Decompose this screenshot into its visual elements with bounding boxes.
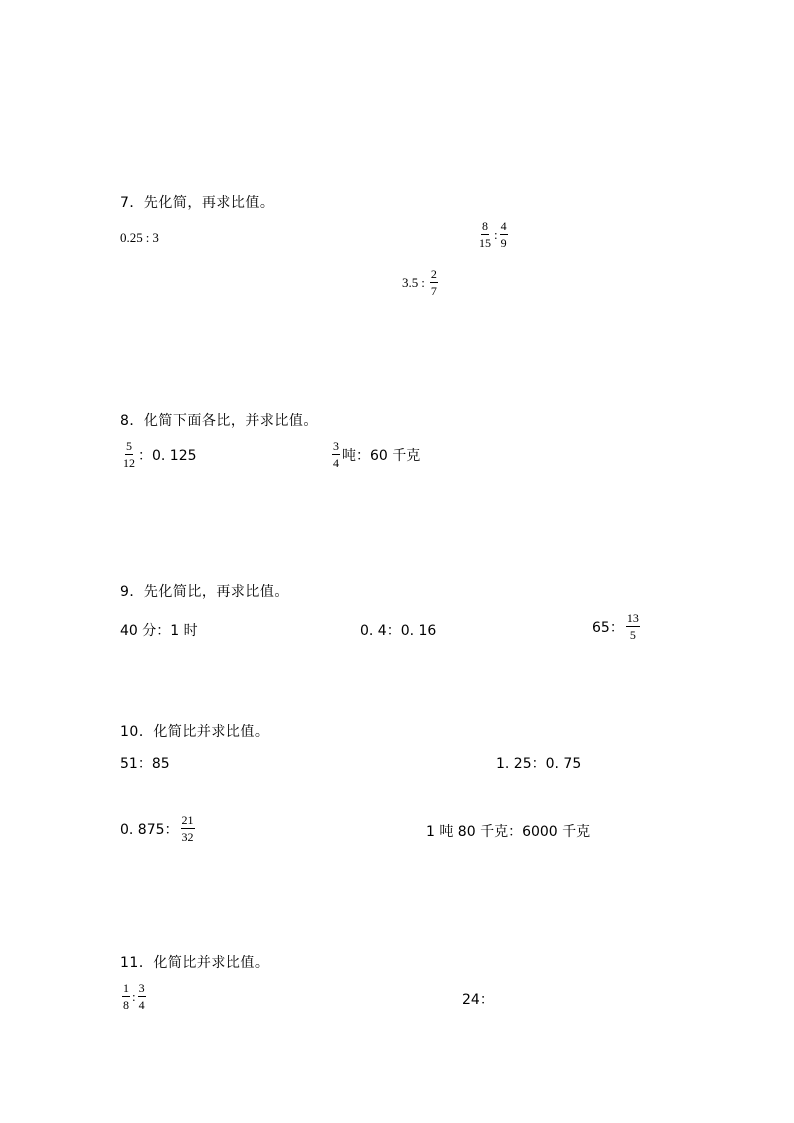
q10-item-c (120, 814, 197, 843)
q7-b-den2: 9 (500, 236, 507, 250)
q8-b-num: 3 (333, 439, 339, 453)
q8-a-rest: ：0. 125 (138, 447, 197, 464)
q10-c-fraction (181, 814, 195, 843)
q10-c-num: 21 (181, 813, 194, 827)
q8-item-a (120, 440, 197, 469)
q9-item-a: 40 分：1 时 (120, 623, 198, 639)
q8-b-fraction (332, 440, 340, 469)
q8-a-num: 5 (126, 439, 132, 453)
q11-item-a (120, 982, 148, 1011)
q10-item-a: 51：85 (120, 756, 170, 772)
q10-c-left: 0. 875： (120, 821, 179, 838)
q11-a-den1: 8 (123, 998, 129, 1012)
q11-a-sep: : (132, 988, 136, 1004)
q7-a-left: 0.25 (120, 230, 143, 245)
q7-item-b (476, 220, 510, 249)
q7-b-sep: : (494, 226, 498, 242)
q9-c-fraction (626, 612, 640, 641)
q11-item-b: 24： (462, 992, 494, 1008)
q10-item-b: 1. 25：0. 75 (496, 756, 582, 772)
q7-c-fraction (430, 268, 438, 297)
q11-a-num2: 3 (138, 981, 145, 995)
q7-c-num: 2 (430, 267, 437, 281)
q8-a-fraction (122, 440, 136, 469)
q8-a-den: 12 (123, 456, 135, 470)
q7-c-den: 7 (430, 284, 437, 298)
q8-item-b (330, 440, 420, 469)
question-8-title: 8．化简下面各比，并求比值。 (120, 413, 318, 429)
q9-c-left: 65： (592, 619, 624, 636)
q7-c-left: 3.5 (402, 274, 419, 290)
q7-b-fraction-1 (478, 220, 492, 249)
q9-item-b: 0. 4：0. 16 (360, 623, 437, 639)
q7-b-den1: 15 (479, 236, 491, 250)
q7-b-num1: 8 (482, 219, 488, 233)
question-11-title: 11．化简比并求比值。 (120, 955, 270, 971)
q8-b-rest: 吨：60 千克 (342, 447, 421, 464)
q7-item-a (120, 230, 159, 246)
q11-a-num1: 1 (123, 981, 129, 995)
q10-c-den: 32 (181, 830, 194, 844)
question-7-title: 7．先化简，再求比值。 (120, 195, 275, 211)
q9-item-c (592, 612, 642, 641)
q8-b-den: 4 (333, 456, 339, 470)
q11-a-fraction-2 (138, 982, 146, 1011)
q7-a-right: 3 (152, 230, 159, 245)
q7-c-sep: : (421, 274, 425, 290)
question-10-title: 10．化简比并求比值。 (120, 724, 270, 740)
q10-item-d: 1 吨 80 千克：6000 千克 (426, 824, 591, 840)
q11-a-fraction-1 (122, 982, 130, 1011)
q7-b-fraction-2 (500, 220, 508, 249)
q11-a-den2: 4 (138, 998, 145, 1012)
q7-b-num2: 4 (500, 219, 507, 233)
q7-a-sep: : (145, 230, 150, 245)
q9-c-den: 5 (629, 628, 636, 642)
q9-c-num: 13 (626, 611, 639, 625)
q7-item-c (402, 268, 440, 297)
question-9-title: 9．先化简比，再求比值。 (120, 584, 289, 600)
